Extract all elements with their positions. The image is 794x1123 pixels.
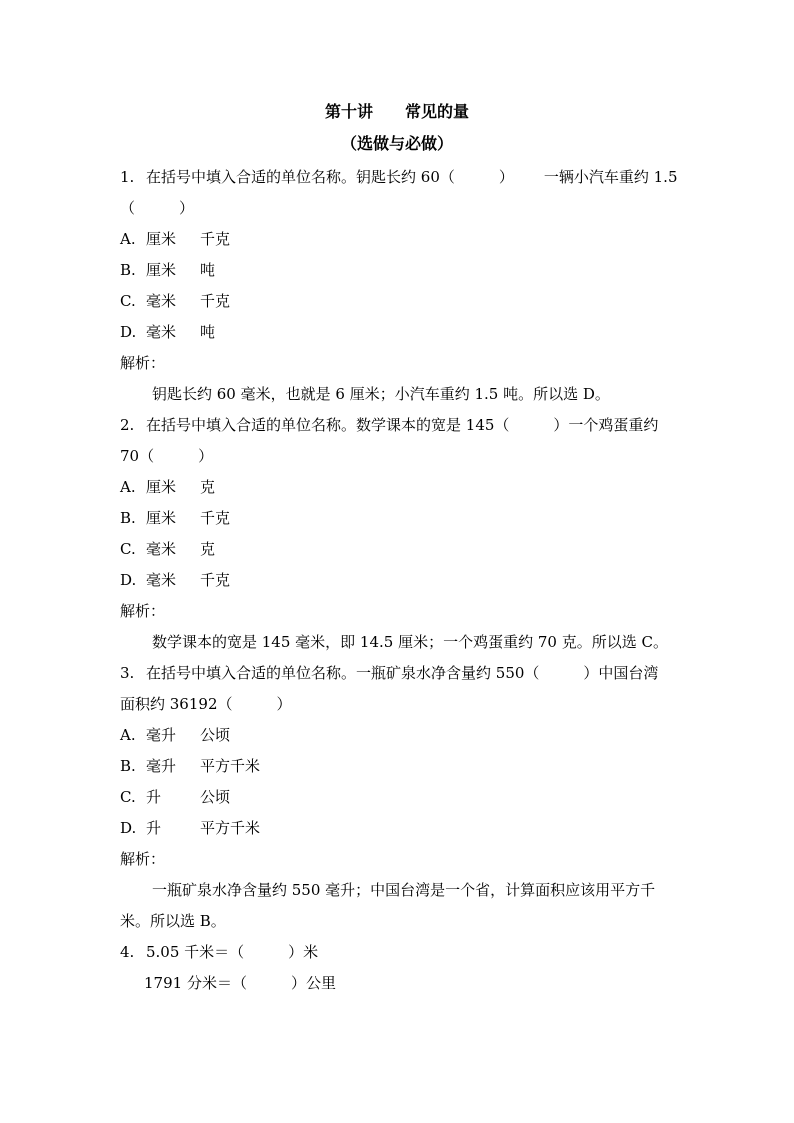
option-c: C. 升 公顷 [120, 788, 231, 806]
question-number: 4. [120, 943, 135, 961]
option-d: D. 毫米 千克 [120, 571, 231, 589]
lesson-number: 第十讲 [324, 102, 373, 121]
lesson-title [0, 100, 794, 124]
question-number: 3. [120, 664, 135, 682]
option-b: B. 厘米 千克 [120, 509, 231, 527]
analysis-label: 解析： [120, 602, 166, 620]
question-2-line-1: 2. 在括号中填入合适的单位名称。数学课本的宽是 145（ ）一个鸡蛋重约 [120, 410, 680, 441]
question-2-line-2: 70（ ） [120, 447, 214, 465]
option-d: D. 毫米 吨 [120, 323, 216, 341]
analysis-label: 解析： [120, 850, 166, 868]
option-d: D. 升 平方千米 [120, 819, 261, 837]
question-3-line-2: 面积约 36192（ ） [120, 695, 292, 713]
option-b: B. 厘米 吨 [120, 261, 216, 279]
analysis-text: 钥匙长约 60 毫米，也就是 6 厘米；小汽车重约 1.5 吨。所以选 D。 [152, 385, 610, 403]
question-3-line-1: 3. 在括号中填入合适的单位名称。一瓶矿泉水净含量约 550（ ）中国台湾 [120, 658, 680, 689]
question-4-line-1: 4. 5.05 千米＝（ ）米 [120, 937, 680, 968]
question-1-line-2: （ ） [120, 199, 195, 217]
analysis-text-line-2: 米。所以选 B。 [120, 912, 226, 930]
question-1-line-1: 1. 在括号中填入合适的单位名称。钥匙长约 60（ ） 一辆小汽车重约 1.5 [120, 162, 680, 193]
lesson-subtitle: （选做与必做） [340, 134, 453, 153]
option-a: A. 厘米 克 [120, 478, 216, 496]
analysis-text-line-1: 一瓶矿泉水净含量约 550 毫升；中国台湾是一个省，计算面积应该用平方千 [152, 881, 656, 899]
question-list [120, 162, 680, 999]
analysis-label: 解析： [120, 354, 166, 372]
question-number: 2. [120, 416, 135, 434]
question-4-line-2: 1791 分米＝（ ）公里 [144, 974, 336, 992]
option-a: A. 毫升 公顷 [120, 726, 231, 744]
option-c: C. 毫米 千克 [120, 292, 231, 310]
lesson-topic: 常见的量 [405, 102, 470, 121]
option-b: B. 毫升 平方千米 [120, 757, 261, 775]
question-number: 1. [120, 168, 135, 186]
analysis-text: 数学课本的宽是 145 毫米，即 14.5 厘米；一个鸡蛋重约 70 克。所以选 C。 [152, 633, 668, 651]
option-a: A. 厘米 千克 [120, 230, 231, 248]
option-c: C. 毫米 克 [120, 540, 216, 558]
